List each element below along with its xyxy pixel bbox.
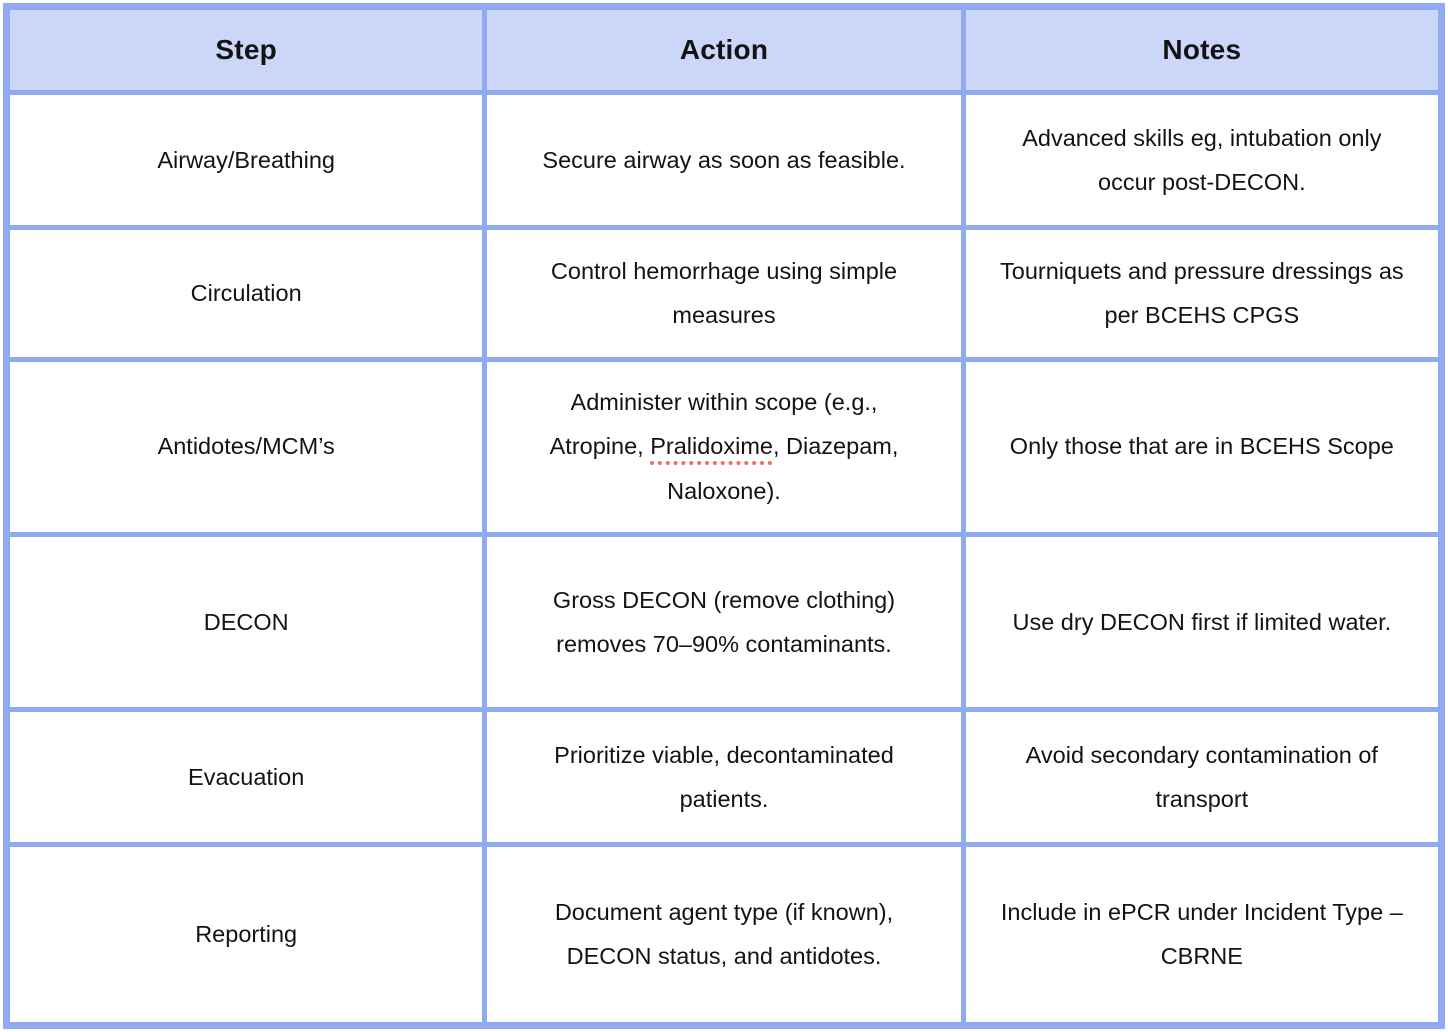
table-row (7, 710, 1442, 844)
cbrne-steps-table (3, 3, 1445, 1029)
notes-cell: Use dry DECON first if limited water. (963, 534, 1441, 710)
step-cell: Circulation (7, 228, 485, 359)
step-cell: DECON (7, 534, 485, 710)
action-cell: Gross DECON (remove clothing) removes 70–90% contaminants. (485, 534, 963, 710)
step-cell: Evacuation (7, 710, 485, 844)
action-text: Administer within scope (e.g., Atropine, (549, 389, 878, 460)
action-cell: Prioritize viable, decontaminated patients. (485, 710, 963, 844)
step-cell: Reporting (7, 844, 485, 1025)
action-cell: Control hemorrhage using simple measures (485, 228, 963, 359)
notes-cell: Include in ePCR under Incident Type – CBRNE (963, 844, 1441, 1025)
table-row (7, 534, 1442, 710)
column-header-action: Action (485, 7, 963, 93)
step-cell: Airway/Breathing (7, 93, 485, 228)
misspelled-word: Pralidoxime (650, 433, 773, 460)
action-cell: Secure airway as soon as feasible. (485, 93, 963, 228)
action-cell: Document agent type (if known), DECON status, and antidotes. (485, 844, 963, 1025)
table-header (7, 7, 1442, 93)
table-body (7, 93, 1442, 1026)
step-cell: Antidotes/MCM’s (7, 359, 485, 534)
table-row (7, 228, 1442, 359)
action-cell (485, 359, 963, 534)
table-row (7, 93, 1442, 228)
table-row (7, 359, 1442, 534)
column-header-step: Step (7, 7, 485, 93)
notes-cell: Only those that are in BCEHS Scope (963, 359, 1441, 534)
notes-cell: Tourniquets and pressure dressings as per BCEHS CPGS (963, 228, 1441, 359)
notes-cell: Avoid secondary contamination of transport (963, 710, 1441, 844)
column-header-notes: Notes (963, 7, 1441, 93)
header-row (7, 7, 1442, 93)
action-text: , Diazepam, Naloxone). (667, 433, 899, 504)
table-row (7, 844, 1442, 1025)
notes-cell: Advanced skills eg, intubation only occur post-DECON. (963, 93, 1441, 228)
